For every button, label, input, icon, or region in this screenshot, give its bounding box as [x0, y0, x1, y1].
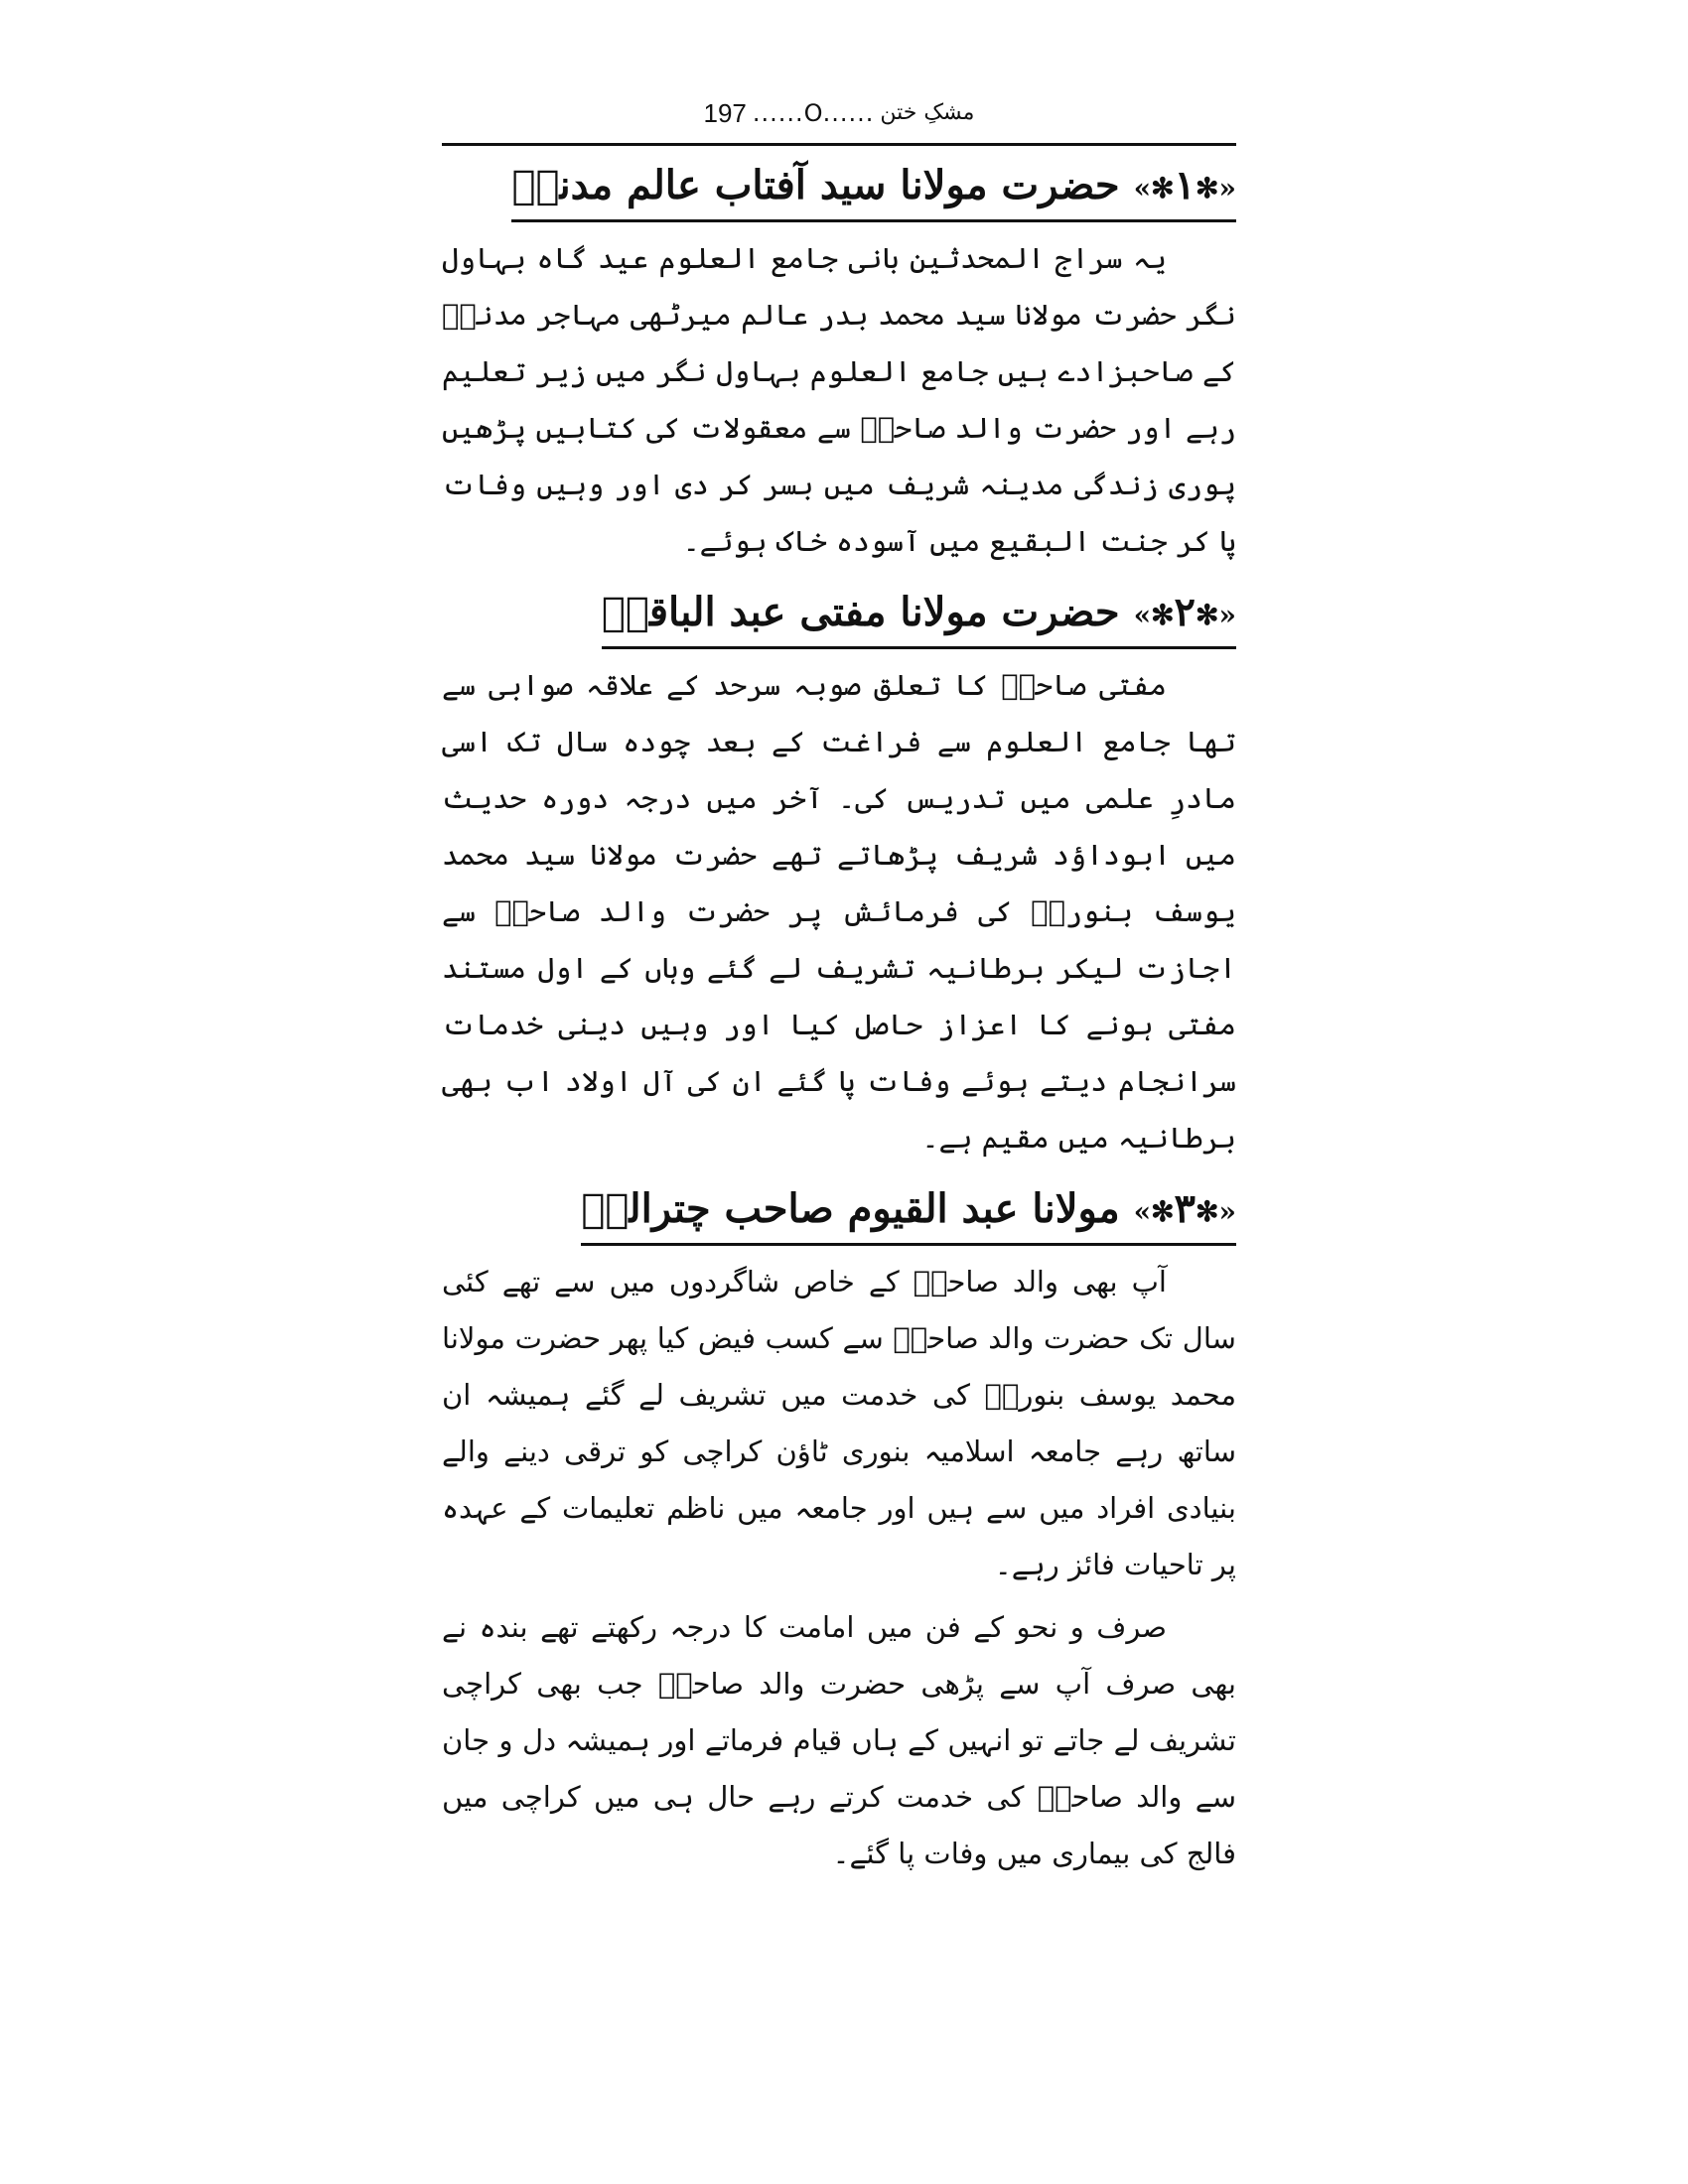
section-1	[442, 149, 1236, 230]
ornament-close-icon: ✻»	[1133, 599, 1175, 631]
section-heading	[511, 157, 1236, 222]
ornament-close-icon: ✻»	[1133, 172, 1175, 205]
paragraph: مفتی صاحبؒ کا تعلق صوبہ سرحد کے علاقہ صوابی سے تھا جامع العلوم سے فراغت کے بعد چودہ سال تک اسی مادرِ علمی میں تدریس کی۔ آخر میں درجہ دورہ حدیث میں ابوداؤد شریف پڑھاتے تھے حضرت مولانا سید محمد یوسف بنوریؒ کی فرمائش پر حضرت والد صاحبؒ سے اجازت لیکر برطانیہ تشریف لے گئے وہاں کے اول مستند مفتی ہونے کا اعزاز حاصل کیا اور وہیں دینی خدمات سرانجام دیتے ہوئے وفات پا گئے ان کی آل اولاد اب بھی برطانیہ میں مقیم ہے۔	[442, 668, 1236, 1155]
page-number: 197	[703, 98, 747, 128]
header-rule	[442, 143, 1236, 146]
ornament-open-icon: «✻	[1196, 599, 1236, 631]
section-heading	[602, 584, 1236, 649]
section-title: حضرت مولانا مفتی عبد الباقیؒ	[601, 589, 1120, 635]
book-title: مشکِ ختن	[880, 100, 975, 125]
paragraph: یہ سراج المحدثین بانی جامع العلوم عید گاہ بہاول نگر حضرت مولانا سید محمد بدر عالم میرٹھی مہاجر مدنیؒ کے صاحبزادے ہیں جامع العلوم بہاول نگر میں زیر تعلیم رہے اور حضرت والد صاحبؒ سے معقولات کی کتابیں پڑھیں پوری زندگی مدینہ شریف میں بسر کر دی اور وہیں وفات پا کر جنت البقیع میں آسودہ خاک ہوئے۔	[442, 241, 1236, 558]
page-header	[442, 95, 1236, 131]
ornament-close-icon: ✻»	[1133, 1195, 1175, 1228]
section-title: حضرت مولانا سید آفتاب عالم مدنیؒ	[511, 162, 1120, 208]
section-number: ۲	[1174, 589, 1196, 635]
section-number: ۱	[1174, 162, 1196, 208]
section-title: مولانا عبد القیوم صاحب چترالیؒ	[581, 1185, 1120, 1232]
section-heading	[581, 1180, 1236, 1246]
paragraph: آپ بھی والد صاحبؒ کے خاص شاگردوں میں سے تھے کئی سال تک حضرت والد صاحبؒ سے کسب فیض کیا پھر حضرت مولانا محمد یوسف بنوریؒ کی خدمت میں تشریف لے گئے ہمیشہ ان ساتھ رہے جامعہ اسلامیہ بنوری ٹاؤن کراچی کو ترقی دینے والے بنیادی افراد میں سے ہیں اور جامعہ میں ناظم تعلیمات کے عہدہ پر تاحیات فائز رہے۔	[442, 1265, 1236, 1581]
ornament-open-icon: «✻	[1196, 172, 1236, 205]
ornament-open-icon: «✻	[1196, 1195, 1236, 1228]
section-number: ۳	[1174, 1185, 1196, 1232]
section-3	[442, 1172, 1236, 1254]
section-2	[442, 576, 1236, 657]
header-separator: ......O......	[752, 99, 875, 127]
paragraph: صرف و نحو کے فن میں امامت کا درجہ رکھتے تھے بندہ نے بھی صرف آپ سے پڑھی حضرت والد صاحبؒ جب بھی کراچی تشریف لے جاتے تو انہیں کے ہاں قیام فرماتے اور ہمیشہ دل و جان سے والد صاحبؒ کی خدمت کرتے رہے حال ہی میں کراچی میں فالج کی بیماری میں وفات پا گئے۔	[442, 1610, 1236, 1870]
page-body	[442, 149, 1236, 1888]
